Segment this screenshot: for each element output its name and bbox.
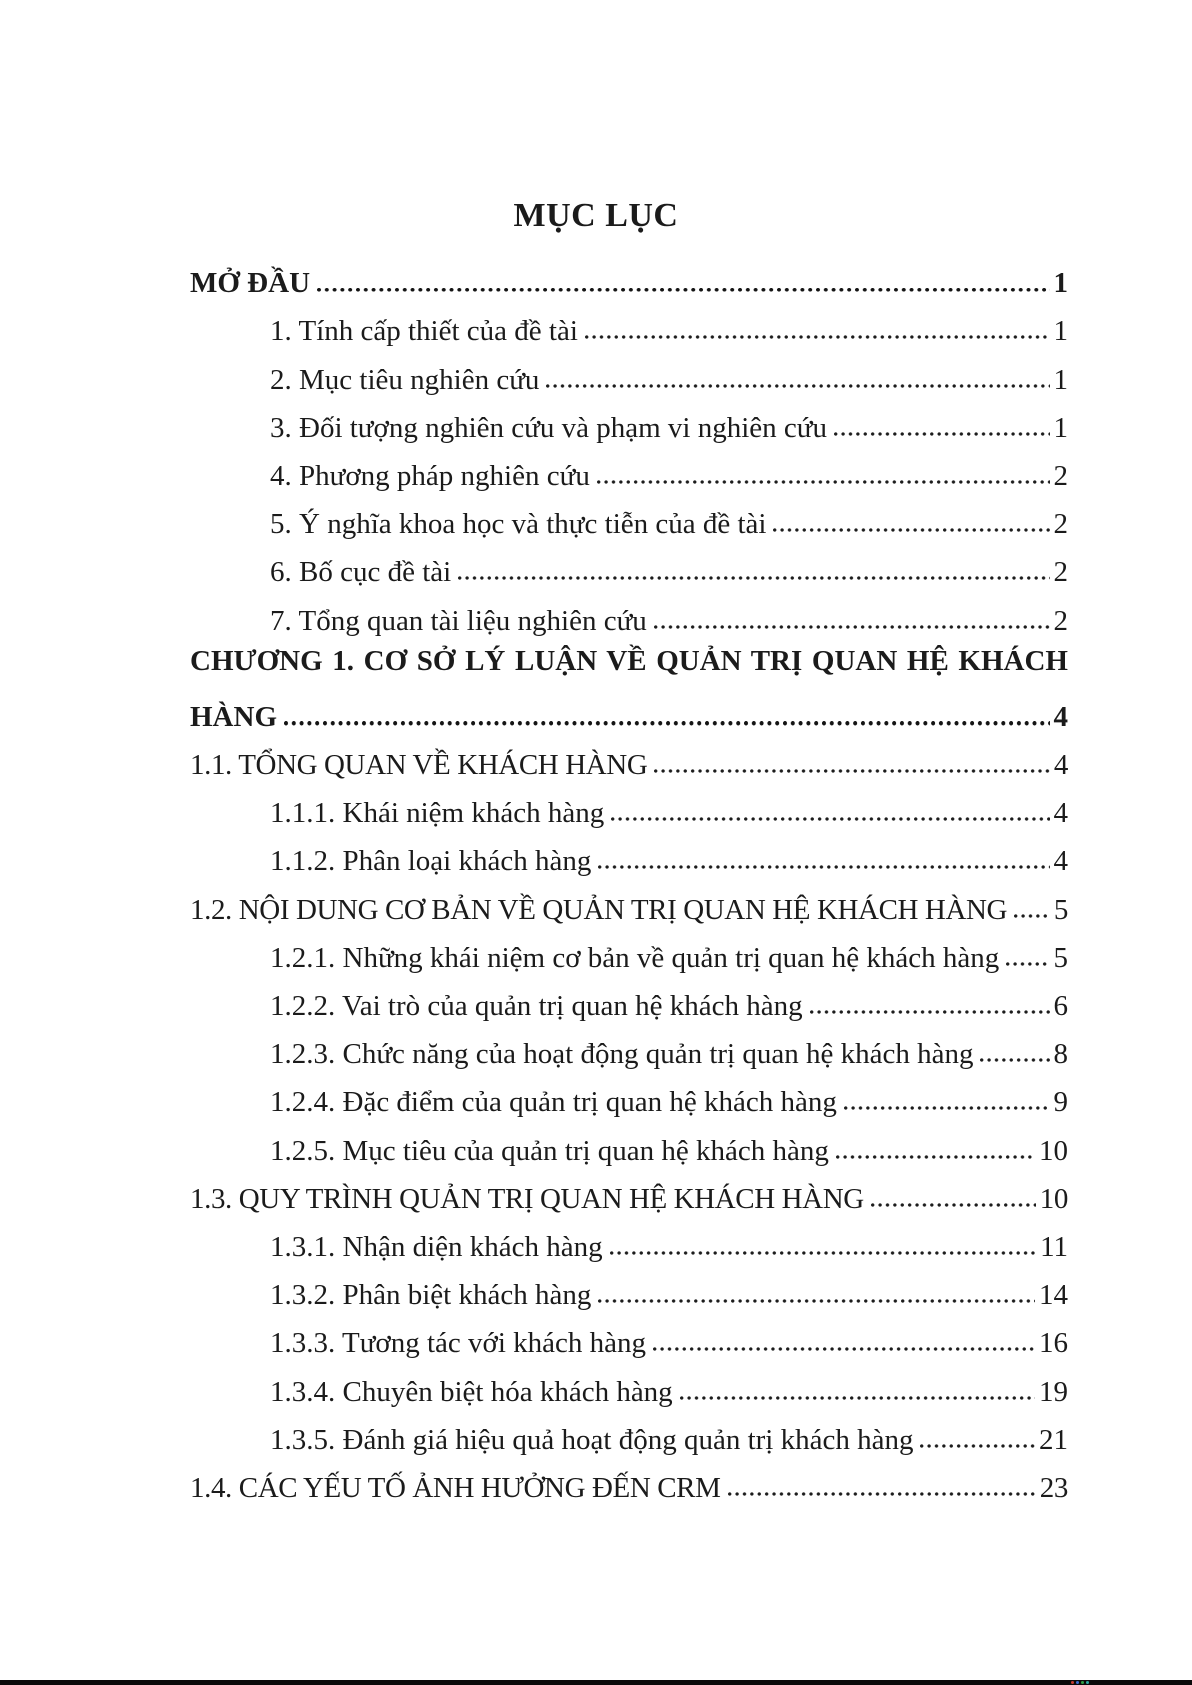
toc-row	[190, 1219, 1068, 1267]
toc-row	[190, 1460, 1068, 1508]
toc-row	[190, 255, 1068, 303]
bottom-edge-bar	[0, 1680, 1192, 1685]
toc-entry-label: 1.3. QUY TRÌNH QUẢN TRỊ QUAN HỆ KHÁCH HÀNG	[190, 1182, 864, 1215]
toc-row	[190, 1315, 1068, 1363]
toc-page-number: 4	[1053, 749, 1068, 782]
toc-entry-label: 1.2. NỘI DUNG CƠ BẢN VỀ QUẢN TRỊ QUAN HỆ KHÁCH HÀNG	[190, 893, 1008, 926]
toc-entry-label: 1.2.4. Đặc điểm của quản trị quan hệ khách hàng	[270, 1086, 837, 1119]
toc-page-number: 9	[1053, 1086, 1068, 1119]
dot-leader	[871, 1203, 1036, 1207]
toc-page-number: 1	[1053, 411, 1068, 444]
toc-row	[190, 351, 1068, 399]
toc-entry-label: 6. Bố cục đề tài	[270, 556, 452, 589]
toc-page-number: 16	[1039, 1327, 1068, 1360]
toc-row	[190, 1074, 1068, 1122]
dot-leader	[773, 528, 1049, 532]
toc-page-number: 2	[1053, 604, 1068, 637]
toc-row	[190, 930, 1068, 978]
toc-entry-label: MỞ ĐẦU	[190, 267, 311, 300]
toc-entry-label: 1.3.2. Phân biệt khách hàng	[270, 1279, 592, 1312]
dot-leader	[1006, 962, 1049, 966]
toc-entry-label: 7. Tổng quan tài liệu nghiên cứu	[270, 604, 647, 637]
toc-entry-label: 1.3.1. Nhận diện khách hàng	[270, 1230, 603, 1263]
toc-entry-label: 1.2.1. Những khái niệm cơ bản về quản trị quan hệ khách hàng	[270, 941, 1000, 974]
toc-row	[190, 881, 1068, 929]
toc-entry-label: 1.1.2. Phân loại khách hàng	[270, 845, 592, 878]
toc-row	[190, 833, 1068, 881]
toc-row	[190, 978, 1068, 1026]
toc-entry-label: 5. Ý nghĩa khoa học và thực tiễn của đề tài	[270, 508, 767, 541]
toc-entry-label: HÀNG	[190, 700, 277, 733]
toc-entry-label: 1.4. CÁC YẾU TỐ ẢNH HƯỞNG ĐẾN CRM	[190, 1471, 721, 1504]
dot-leader	[458, 576, 1049, 580]
toc-entry-label: 4. Phương pháp nghiên cứu	[270, 459, 590, 492]
toc-page-number: 10	[1039, 1134, 1068, 1167]
toc-page-number: 4	[1053, 700, 1068, 733]
toc-row	[190, 303, 1068, 351]
toc-page-number: 11	[1040, 1230, 1068, 1263]
dot-leader	[844, 1106, 1050, 1110]
dot-leader	[654, 769, 1050, 773]
page-title: MỤC LỤC	[513, 197, 679, 234]
toc-page-number: 2	[1053, 508, 1068, 541]
toc-row	[190, 641, 1068, 689]
dot-leader	[597, 480, 1050, 484]
toc-page-number: 14	[1039, 1279, 1068, 1312]
dot-leader	[654, 625, 1050, 629]
toc-row	[190, 1026, 1068, 1074]
toc-entry-label: CHƯƠNG 1. CƠ SỞ LÝ LUẬN VỀ QUẢN TRỊ QUAN HỆ KHÁCH	[190, 644, 1068, 677]
dot-leader	[834, 432, 1049, 436]
toc-entry-label: 2. Mục tiêu nghiên cứu	[270, 363, 540, 396]
toc-row	[190, 1412, 1068, 1460]
table-of-contents	[190, 255, 1068, 1508]
toc-page-number: 19	[1039, 1375, 1068, 1408]
toc-row	[190, 1171, 1068, 1219]
toc-row	[190, 689, 1068, 737]
toc-page-number: 1	[1053, 267, 1068, 300]
dot-leader	[610, 1251, 1036, 1255]
toc-entry-label: 1.3.5. Đánh giá hiệu quả hoạt động quản trị khách hàng	[270, 1423, 914, 1456]
toc-entry-label: 1.1. TỔNG QUAN VỀ KHÁCH HÀNG	[190, 749, 648, 782]
dot-leader	[680, 1396, 1035, 1400]
dot-leader	[653, 1347, 1035, 1351]
taskbar-speck	[1071, 1681, 1074, 1684]
toc-page-number: 1	[1053, 315, 1068, 348]
dot-leader	[1014, 914, 1050, 918]
toc-row	[190, 544, 1068, 592]
toc-entry-label: 1.2.3. Chức năng của hoạt động quản trị quan hệ khách hàng	[270, 1038, 974, 1071]
toc-row	[190, 496, 1068, 544]
dot-leader	[611, 817, 1049, 821]
toc-entry-label: 1.2.2. Vai trò của quản trị quan hệ khách hàng	[270, 990, 803, 1022]
toc-row	[190, 592, 1068, 640]
dot-leader	[585, 335, 1050, 339]
toc-entry-label: 1.1.1. Khái niệm khách hàng	[270, 797, 605, 830]
taskbar-speck	[1086, 1681, 1089, 1684]
dot-leader	[317, 288, 1049, 293]
toc-page-number: 1	[1053, 363, 1068, 396]
toc-entry-label: 3. Đối tượng nghiên cứu và phạm vi nghiên cứu	[270, 411, 828, 444]
toc-page-number: 6	[1053, 990, 1068, 1022]
toc-page-number: 4	[1053, 845, 1068, 878]
toc-page-number: 5	[1053, 941, 1068, 974]
dot-leader	[920, 1444, 1035, 1448]
toc-row	[190, 400, 1068, 448]
toc-row	[190, 448, 1068, 496]
toc-row	[190, 785, 1068, 833]
taskbar-speck	[1076, 1681, 1079, 1684]
toc-page-number: 2	[1053, 459, 1068, 492]
toc-row	[190, 1267, 1068, 1315]
toc-page-number: 21	[1039, 1423, 1068, 1456]
toc-page-number: 8	[1053, 1038, 1068, 1071]
toc-page-number: 10	[1039, 1182, 1068, 1215]
dot-leader	[836, 1155, 1035, 1159]
dot-leader	[980, 1058, 1049, 1062]
toc-page-number: 5	[1053, 893, 1068, 926]
dot-leader	[284, 721, 1050, 726]
dot-leader	[598, 865, 1049, 869]
toc-row	[190, 1363, 1068, 1411]
toc-entry-label: 1.3.4. Chuyên biệt hóa khách hàng	[270, 1375, 673, 1408]
toc-entry-label: 1.2.5. Mục tiêu của quản trị quan hệ khách hàng	[270, 1134, 829, 1167]
toc-page-number: 2	[1053, 556, 1068, 589]
toc-row	[190, 737, 1068, 785]
toc-entry-label: 1. Tính cấp thiết của đề tài	[270, 315, 578, 348]
toc-page-number: 4	[1053, 797, 1068, 830]
dot-leader	[546, 384, 1049, 388]
toc-entry-label: 1.3.3. Tương tác với khách hàng	[270, 1327, 647, 1360]
toc-page-number: 23	[1039, 1471, 1068, 1504]
dot-leader	[810, 1010, 1050, 1014]
taskbar-speck	[1081, 1681, 1084, 1684]
dot-leader	[598, 1299, 1035, 1303]
dot-leader	[728, 1492, 1036, 1496]
toc-row	[190, 1122, 1068, 1170]
